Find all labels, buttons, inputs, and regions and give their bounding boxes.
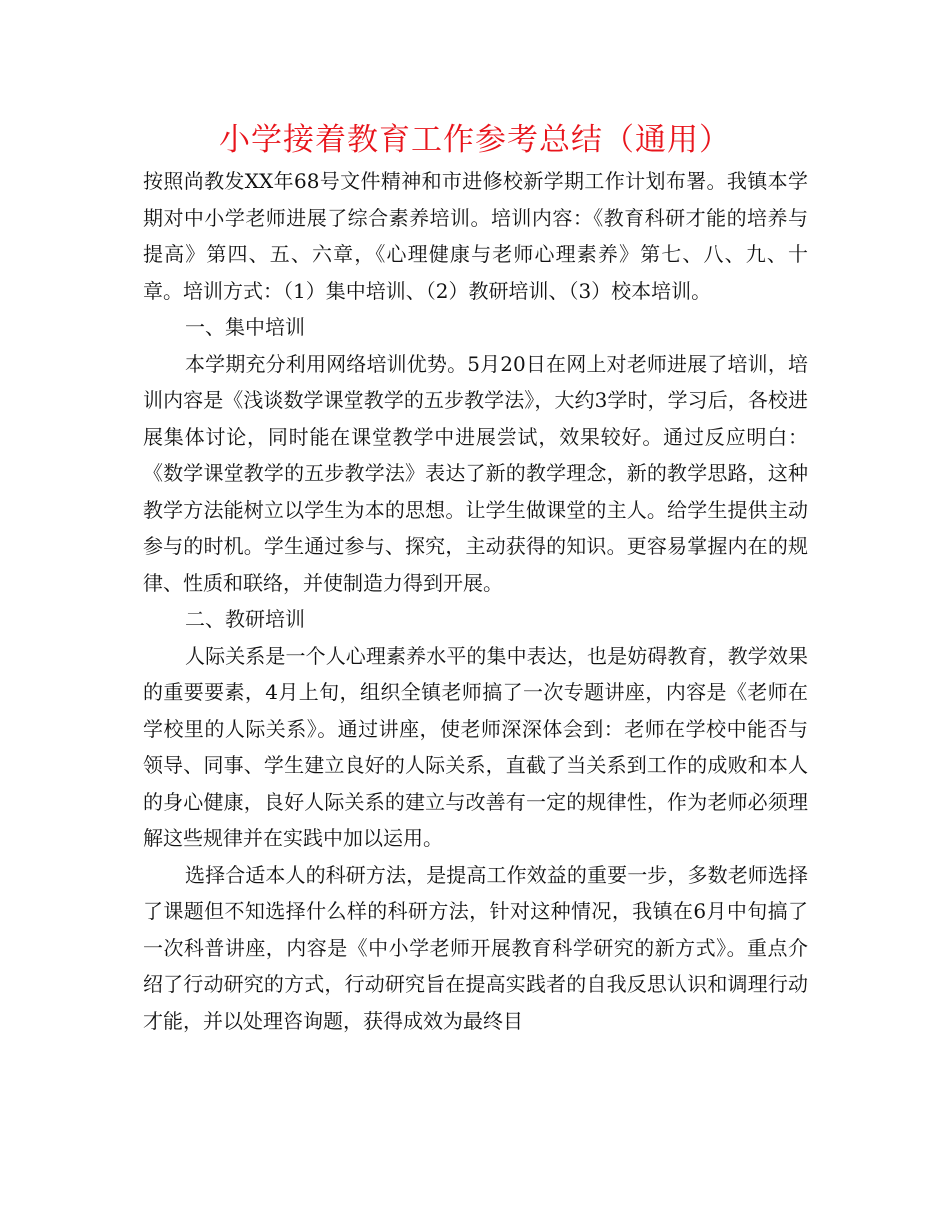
document-body — [143, 163, 808, 1039]
intro-paragraph: 按照尚教发XX年68号文件精神和市进修校新学期工作计划布署。我镇本学期对中小学老师进展了综合素养培训。培训内容：《教育科研才能的培养与提高》第四、五、六章，《心理健康与老师心理素养》第七、八、九、十章。培训方式：（1）集中培训、（2）教研培训、（3）校本培训。 — [143, 169, 808, 303]
section-heading-teaching-research-training: 二、教研培训 — [185, 607, 305, 631]
section-heading-centralized-training: 一、集中培训 — [185, 315, 305, 339]
paragraph-research-methods: 选择合适本人的科研方法，是提高工作效益的重要一步，多数老师选择了课题但不知选择什么样的科研方法，针对这种情况，我镇在6月中旬搞了一次科普讲座，内容是《中小学老师开展教育科学研究的新方式》。重点介绍了行动研究的方式，行动研究旨在提高实践者的自我反思认识和调理行动才能，并以处理咨询题，获得成效为最终目 — [143, 862, 808, 1033]
document-title: 小学接着教育工作参考总结（通用） — [219, 122, 731, 158]
paragraph-centralized-training: 本学期充分利用网络培训优势。5月20日在网上对老师进展了培训，培训内容是《浅谈数学课堂教学的五步教学法》，大约3学时，学习后，各校进展集体讨论，同时能在课堂教学中进展尝试，效果较好。通过反应明白：《数学课堂教学的五步教学法》表达了新的教学理念，新的教学思路，这种教学方法能树立以学生为本的思想。让学生做课堂的主人。给学生提供主动参与的时机。学生通过参与、探究，主动获得的知识。更容易掌握内在的规律、性质和联络，并使制造力得到开展。 — [143, 351, 808, 595]
paragraph-interpersonal-relations: 人际关系是一个人心理素养水平的集中表达，也是妨碍教育，教学效果的重要要素，4月上旬，组织全镇老师搞了一次专题讲座，内容是《老师在学校里的人际关系》。通过讲座，使老师深深体会到：老师在学校中能否与领导、同事、学生建立良好的人际关系，直截了当关系到工作的成败和本人的身心健康，良好人际关系的建立与改善有一定的规律性，作为老师必须理解这些规律并在实践中加以运用。 — [143, 643, 808, 850]
